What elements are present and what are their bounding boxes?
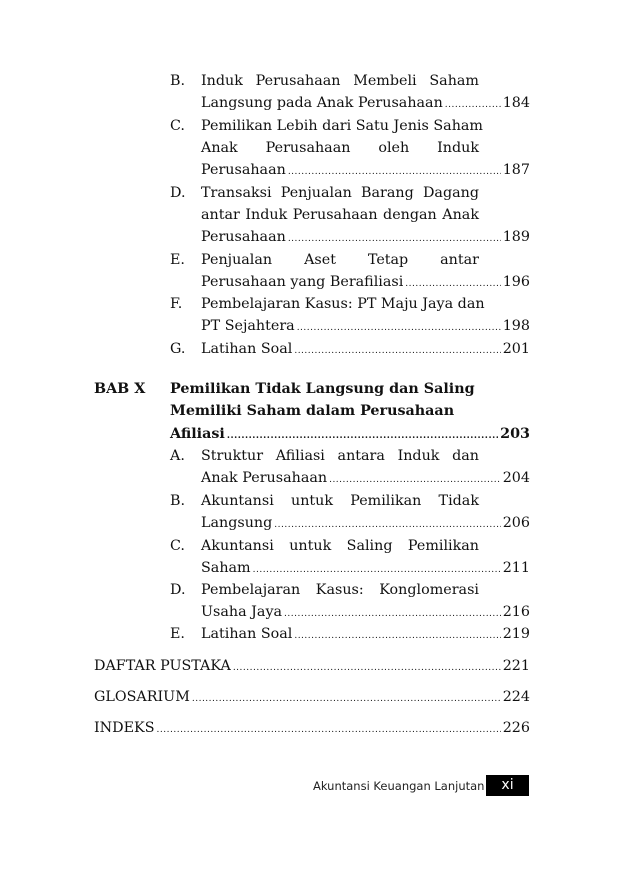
toc-page-number: 189 <box>502 229 530 245</box>
toc-entry-title: Latihan Soal <box>201 341 293 357</box>
toc-entry[interactable] <box>201 92 530 116</box>
toc-entry-title: Langsung pada Anak Perusahaan <box>201 95 443 111</box>
toc-entry-title: INDEKS <box>94 720 155 736</box>
toc-page-number: 206 <box>502 515 530 531</box>
toc-entry[interactable] <box>201 601 530 625</box>
toc-page-number: 226 <box>502 720 530 736</box>
toc-entry-indeks[interactable] <box>94 717 530 741</box>
toc-item-label: F. <box>170 296 183 312</box>
toc-page-number: 187 <box>502 162 530 178</box>
toc-entry-title: Perusahaan <box>201 229 286 245</box>
leader-dots <box>227 425 498 447</box>
chapter-page-number: 203 <box>500 426 530 442</box>
toc-entry-title: DAFTAR PUSTAKA <box>94 658 231 674</box>
toc-page-number: 198 <box>502 318 530 334</box>
toc-item-label: B. <box>170 493 186 509</box>
toc-entry-title: GLOSARIUM <box>94 689 190 705</box>
toc-entry-title: Usaha Jaya <box>201 604 283 620</box>
leader-dots <box>294 340 500 362</box>
toc-item-label: D. <box>170 185 186 201</box>
toc-item-text: Anak Perusahaan oleh Induk <box>201 140 479 156</box>
toc-item-text: Penjualan Aset Tetap antar <box>201 252 479 268</box>
chapter-title-last: Afiliasi <box>170 426 225 442</box>
leader-dots <box>405 273 500 295</box>
toc-entry[interactable] <box>201 467 530 491</box>
leader-dots <box>253 559 501 581</box>
footer-page-number: xi <box>486 775 529 796</box>
toc-item-label: A. <box>170 448 185 464</box>
toc-item-label: B. <box>170 73 186 89</box>
leader-dots <box>294 625 500 647</box>
leader-dots <box>329 469 501 491</box>
leader-dots <box>288 161 501 183</box>
toc-item-label: E. <box>170 252 185 268</box>
toc-entry-title: Perusahaan yang Berafiliasi <box>201 274 404 290</box>
toc-page-number: 221 <box>502 658 530 674</box>
toc-entry[interactable] <box>201 271 530 295</box>
toc-page-number: 219 <box>502 626 530 642</box>
toc-item-text: Akuntansi untuk Saling Pemilikan <box>201 538 479 554</box>
toc-entry[interactable] <box>201 159 530 183</box>
toc-item-text: Pembelajaran Kasus: Konglomerasi <box>201 582 479 598</box>
leader-dots <box>288 228 501 250</box>
toc-item-label: C. <box>170 538 185 554</box>
toc-entry-glosarium[interactable] <box>94 686 530 710</box>
toc-entry-title: Perusahaan <box>201 162 286 178</box>
leader-dots <box>233 657 501 679</box>
toc-entry[interactable] <box>201 557 530 581</box>
toc-item-text: Struktur Afiliasi antara Induk dan <box>201 448 479 464</box>
toc-entry-title: Anak Perusahaan <box>201 470 328 486</box>
toc-entry-title: PT Sejahtera <box>201 318 295 334</box>
footer-book-title: Akuntansi Keuangan Lanjutan <box>313 779 485 793</box>
toc-page-number: 211 <box>502 560 530 576</box>
toc-item-text: Pembelajaran Kasus: PT Maju Jaya dan <box>201 296 485 312</box>
toc-entry-title: Langsung <box>201 515 273 531</box>
toc-page-number: 196 <box>502 274 530 290</box>
chapter-title-line: Pemilikan Tidak Langsung dan Saling <box>170 381 475 397</box>
toc-item-label: G. <box>170 341 186 357</box>
toc-item-text: Akuntansi untuk Pemilikan Tidak <box>201 493 479 509</box>
chapter-label: BAB X <box>94 381 146 397</box>
toc-entry[interactable] <box>201 338 530 362</box>
toc-entry-title: Latihan Soal <box>201 626 293 642</box>
leader-dots <box>284 603 501 625</box>
toc-entry[interactable] <box>201 226 530 250</box>
toc-item-label: C. <box>170 118 185 134</box>
leader-dots <box>445 94 501 116</box>
toc-entry[interactable] <box>201 623 530 647</box>
toc-entry-daftar-pustaka[interactable] <box>94 655 530 679</box>
toc-page-number: 224 <box>502 689 530 705</box>
toc-page-number: 204 <box>502 470 530 486</box>
leader-dots <box>157 719 501 741</box>
leader-dots <box>274 514 500 536</box>
chapter-entry[interactable] <box>170 423 530 447</box>
toc-item-text: Transaksi Penjualan Barang Dagang <box>201 185 479 201</box>
toc-item-text: Pemilikan Lebih dari Satu Jenis Saham <box>201 118 483 134</box>
toc-item-text: Induk Perusahaan Membeli Saham <box>201 73 479 89</box>
toc-item-label: E. <box>170 626 185 642</box>
toc-item-text: antar Induk Perusahaan dengan Anak <box>201 207 479 223</box>
toc-entry[interactable] <box>201 315 530 339</box>
toc-entry[interactable] <box>201 512 530 536</box>
leader-dots <box>297 317 501 339</box>
toc-item-label: D. <box>170 582 186 598</box>
toc-page-number: 184 <box>502 95 530 111</box>
leader-dots <box>192 688 501 710</box>
chapter-title-line: Memiliki Saham dalam Perusahaan <box>170 403 455 419</box>
toc-page-number: 201 <box>502 341 530 357</box>
toc-page-number: 216 <box>502 604 530 620</box>
toc-entry-title: Saham <box>201 560 251 576</box>
